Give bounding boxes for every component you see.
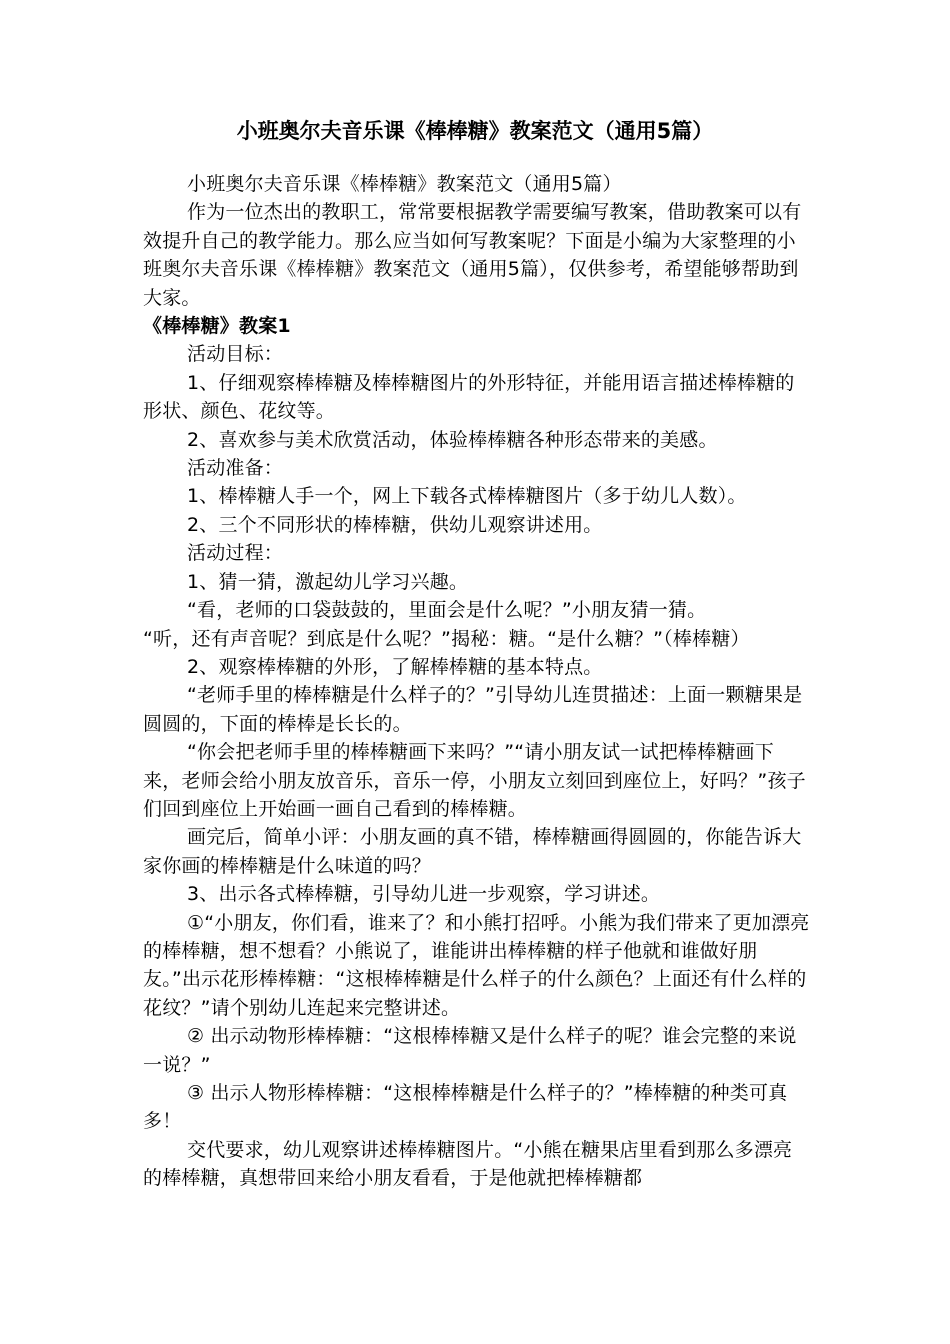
process-step-3-requirements: 交代要求，幼儿观察讲述棒棒糖图片。“小熊在糖果店里看到那么多漂亮的棒棒糖，真想带回来给小朋友看看，于是他就把棒棒糖都 [143,1138,793,1190]
process-step-3-flower: ①“小朋友，你们看，谁来了？和小熊打招呼。小熊为我们带来了更加漂亮的棒棒糖，想不想看？小熊说了，谁能讲出棒棒糖的样子他就和谁做好朋友。”出示花形棒棒糖：“这根棒棒糖是什么样子的什么颜色？上面还有什么样的花纹？”请个别幼儿连起来完整讲述。 [143,911,810,1019]
goal-item-1: 1、仔细观察棒棒糖及棒棒糖图片的外形特征，并能用语言描述棒棒糖的形状、颜色、花纹等。 [143,371,795,423]
goal-item-2: 2、喜欢参与美术欣赏活动，体验棒棒糖各种形态带来的美感。 [187,428,718,451]
process-step-2-review: 画完后，简单小评：小朋友画的真不错，棒棒糖画得圆圆的，你能告诉大家你画的棒棒糖是什么味道的吗？ [143,826,802,877]
preparation-item-2: 2、三个不同形状的棒棒糖，供幼儿观察讲述用。 [187,513,603,536]
process-step-3-animal: ② 出示动物形棒棒糖：“这根棒棒糖又是什么样子的呢？谁会完整的来说一说？” [143,1025,797,1076]
goals-heading: 活动目标： [187,343,284,366]
intro-paragraph: 作为一位杰出的教职工，常常要根据教学需要编写教案，借助教案可以有效提升自己的教学能力。那么应当如何写教案呢？下面是小编为大家整理的小班奥尔夫音乐课《棒棒糖》教案范文（通用5篇），仅供参考，希望能够帮助到大家。 [143,201,802,309]
section-heading: 《棒棒糖》教案1 [143,315,291,338]
subtitle-paragraph: 小班奥尔夫音乐课《棒棒糖》教案范文（通用5篇） [187,173,622,195]
process-step-2-describe: “老师手里的棒棒糖是什么样子的？”引导幼儿连贯描述：上面一颗糖果是圆圆的，下面的棒棒是长长的。 [143,684,803,735]
process-step-1-reveal: “听，还有声音呢？到底是什么呢？”揭秘：糖。“是什么糖？”（棒棒糖） [143,627,750,650]
process-step-3: 3、出示各式棒棒糖，引导幼儿进一步观察，学习讲述。 [187,883,661,906]
document-title: 小班奥尔夫音乐课《棒棒糖》教案范文（通用5篇） [236,119,714,143]
process-step-3-person: ③ 出示人物形棒棒糖：“这根棒棒糖是什么样子的？”棒棒糖的种类可真多！ [143,1082,788,1133]
process-step-2-draw: “你会把老师手里的棒棒糖画下来吗？”“请小朋友试一试把棒棒糖画下来，老师会给小朋友放音乐，音乐一停，小朋友立刻回到座位上，好吗？”孩子们回到座位上开始画一画自己看到的棒棒糖。 [143,741,806,820]
document-body [143,170,811,1193]
preparation-heading: 活动准备： [187,457,284,480]
preparation-item-1: 1、棒棒糖人手一个，网上下载各式棒棒糖图片（多于幼儿人数）。 [187,485,747,508]
process-step-1-quote: “看，老师的口袋鼓鼓的，里面会是什么呢？”小朋友猜一猜。 [187,599,707,622]
process-heading: 活动过程： [187,542,284,565]
process-step-1: 1、猜一猜，激起幼儿学习兴趣。 [187,570,469,593]
process-step-2: 2、观察棒棒糖的外形，了解棒棒糖的基本特点。 [187,655,603,678]
